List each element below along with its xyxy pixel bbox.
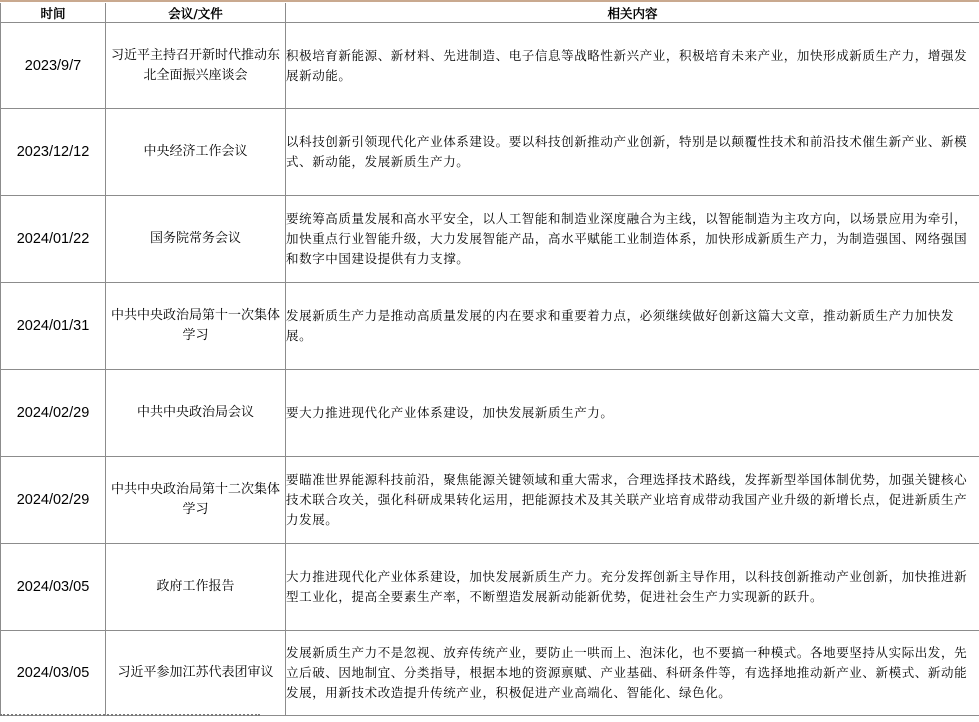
header-content: 相关内容 xyxy=(286,3,979,23)
row-date: 2023/12/12 xyxy=(1,109,106,196)
row-content: 要统筹高质量发展和高水平安全，以人工智能和制造业深度融合为主线，以智能制造为主攻方向，以场景应用为牵引，加快重点行业智能升级，大力发展智能产品，高水平赋能工业制造体系，加快形成新质生产力，为制造强国、网络强国和数字中国建设提供有力支撑。 xyxy=(286,196,979,283)
table-row xyxy=(1,631,979,716)
table-row xyxy=(1,457,979,544)
bottom-dotted-rule xyxy=(0,714,260,722)
row-meeting: 中央经济工作会议 xyxy=(106,109,286,196)
row-content: 积极培育新能源、新材料、先进制造、电子信息等战略性新兴产业，积极培育未来产业，加快形成新质生产力，增强发展新动能。 xyxy=(286,23,979,109)
row-date: 2024/02/29 xyxy=(1,370,106,457)
row-content: 发展新质生产力是推动高质量发展的内在要求和重要着力点，必须继续做好创新这篇大文章，推动新质生产力加快发展。 xyxy=(286,283,979,370)
row-meeting: 中共中央政治局第十二次集体学习 xyxy=(106,457,286,544)
table-body xyxy=(1,23,979,716)
row-content: 以科技创新引领现代化产业体系建设。要以科技创新推动产业创新，特别是以颠覆性技术和前沿技术催生新产业、新模式、新动能，发展新质生产力。 xyxy=(286,109,979,196)
top-rule xyxy=(0,0,979,2)
row-date: 2024/03/05 xyxy=(1,544,106,631)
row-date: 2024/01/31 xyxy=(1,283,106,370)
table-row xyxy=(1,544,979,631)
header-meeting: 会议/文件 xyxy=(106,3,286,23)
row-content: 要瞄准世界能源科技前沿，聚焦能源关键领域和重大需求，合理选择技术路线，发挥新型举国体制优势，加强关键核心技术联合攻关，强化科研成果转化运用，把能源技术及其关联产业培育成带动我国产业升级的新增长点，促进新质生产力发展。 xyxy=(286,457,979,544)
table-row xyxy=(1,23,979,109)
policy-timeline-table xyxy=(0,3,979,716)
row-date: 2024/03/05 xyxy=(1,631,106,716)
row-meeting: 习近平参加江苏代表团审议 xyxy=(106,631,286,716)
row-date: 2023/9/7 xyxy=(1,23,106,109)
table-row xyxy=(1,283,979,370)
row-meeting: 中共中央政治局会议 xyxy=(106,370,286,457)
header-date: 时间 xyxy=(1,3,106,23)
row-meeting: 习近平主持召开新时代推动东北全面振兴座谈会 xyxy=(106,23,286,109)
row-content: 大力推进现代化产业体系建设，加快发展新质生产力。充分发挥创新主导作用，以科技创新推动产业创新，加快推进新型工业化，提高全要素生产率，不断塑造发展新动能新优势，促进社会生产力实现新的跃升。 xyxy=(286,544,979,631)
table-header xyxy=(1,3,979,23)
row-meeting: 中共中央政治局第十一次集体学习 xyxy=(106,283,286,370)
row-date: 2024/02/29 xyxy=(1,457,106,544)
row-content: 发展新质生产力不是忽视、放弃传统产业，要防止一哄而上、泡沫化，也不要搞一种模式。各地要坚持从实际出发，先立后破、因地制宜、分类指导，根据本地的资源禀赋、产业基础、科研条件等，有选择地推动新产业、新模式、新动能发展，用新技术改造提升传统产业，积极促进产业高端化、智能化、绿色化。 xyxy=(286,631,979,716)
row-meeting: 政府工作报告 xyxy=(106,544,286,631)
table-row xyxy=(1,109,979,196)
table-row xyxy=(1,196,979,283)
row-content: 要大力推进现代化产业体系建设，加快发展新质生产力。 xyxy=(286,370,979,457)
table-row xyxy=(1,370,979,457)
row-date: 2024/01/22 xyxy=(1,196,106,283)
row-meeting: 国务院常务会议 xyxy=(106,196,286,283)
